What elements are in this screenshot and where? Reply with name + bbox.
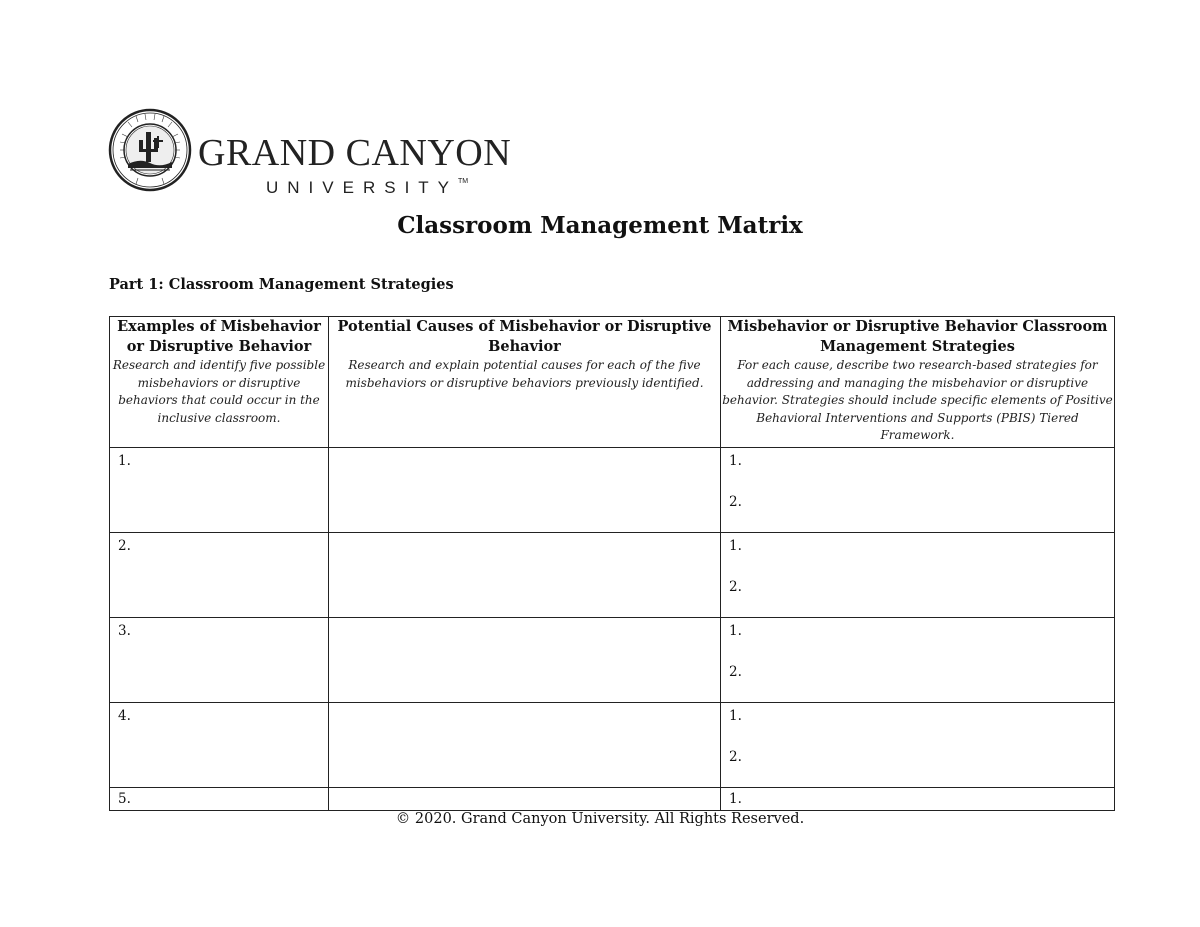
classroom-management-table: [109, 316, 1115, 811]
wordmark-line2: UNIVERSITY: [266, 178, 459, 197]
header-title: Misbehavior or Disruptive Behavior Classroom Management Strategies: [727, 318, 1108, 355]
row-number: 2.: [118, 538, 131, 554]
strategy-1-number: 1.: [729, 708, 742, 724]
strategy-2-number: 2.: [729, 494, 742, 510]
misbehavior-cell[interactable]: [110, 533, 329, 618]
strategy-2-number: 2.: [729, 749, 742, 765]
strategy-2-number: 2.: [729, 579, 742, 595]
header-row: [110, 317, 1115, 448]
part-heading: Part 1: Classroom Management Strategies: [109, 276, 454, 293]
strategy-1-number: 1.: [729, 453, 742, 469]
row-number: 1.: [118, 453, 131, 469]
strategy-cell[interactable]: [721, 618, 1115, 703]
strategy-1-number: 1.: [729, 791, 742, 807]
strategy-1-number: 1.: [729, 623, 742, 639]
strategy-cell[interactable]: [721, 448, 1115, 533]
header-title: Examples of Misbehavior or Disruptive Behavior: [117, 318, 321, 355]
table-row: [110, 533, 1115, 618]
header-description: Research and identify five possible misbehaviors or disruptive behaviors that could occur in the inclusive classroom.: [112, 358, 326, 425]
header-description: For each cause, describe two research-based strategies for addressing and managing the misbehavior or disruptive behavior. Strategies should include specific elements of Positive Behavioral Interventions and Supports (PBIS) Tiered Framework.: [722, 358, 1113, 442]
header-potential-causes: [329, 317, 721, 448]
strategy-1-number: 1.: [729, 538, 742, 554]
strategy-cell[interactable]: [721, 533, 1115, 618]
table-row: [110, 618, 1115, 703]
wordmark-line1: GRAND CANYON: [198, 132, 512, 174]
cause-cell[interactable]: [329, 448, 721, 533]
table-row: [110, 788, 1115, 811]
row-number: 5.: [118, 791, 131, 807]
university-logo: [108, 108, 512, 197]
row-number: 3.: [118, 623, 131, 639]
header-strategies: [721, 317, 1115, 448]
row-number: 4.: [118, 708, 131, 724]
university-seal-icon: [108, 108, 192, 192]
document-title: Classroom Management Matrix: [397, 212, 803, 239]
misbehavior-cell[interactable]: [110, 448, 329, 533]
header-title: Potential Causes of Misbehavior or Disruptive Behavior: [337, 318, 712, 355]
table-row: [110, 448, 1115, 533]
misbehavior-cell[interactable]: [110, 618, 329, 703]
misbehavior-cell[interactable]: [110, 703, 329, 788]
copyright-footer: © 2020. Grand Canyon University. All Rights Reserved.: [395, 811, 805, 827]
header-description: Research and explain potential causes for each of the five misbehaviors or disruptive behaviors previously identified.: [345, 358, 704, 390]
trademark-mark: TM: [458, 178, 469, 185]
strategy-cell[interactable]: [721, 703, 1115, 788]
cause-cell[interactable]: [329, 788, 721, 811]
strategy-2-number: 2.: [729, 664, 742, 680]
table-row: [110, 703, 1115, 788]
misbehavior-cell[interactable]: [110, 788, 329, 811]
cause-cell[interactable]: [329, 703, 721, 788]
cause-cell[interactable]: [329, 533, 721, 618]
wordmark: [198, 134, 511, 172]
cause-cell[interactable]: [329, 618, 721, 703]
header-misbehavior-examples: [110, 317, 329, 448]
strategy-cell[interactable]: [721, 788, 1115, 811]
wordmark-subtitle: [266, 178, 468, 198]
